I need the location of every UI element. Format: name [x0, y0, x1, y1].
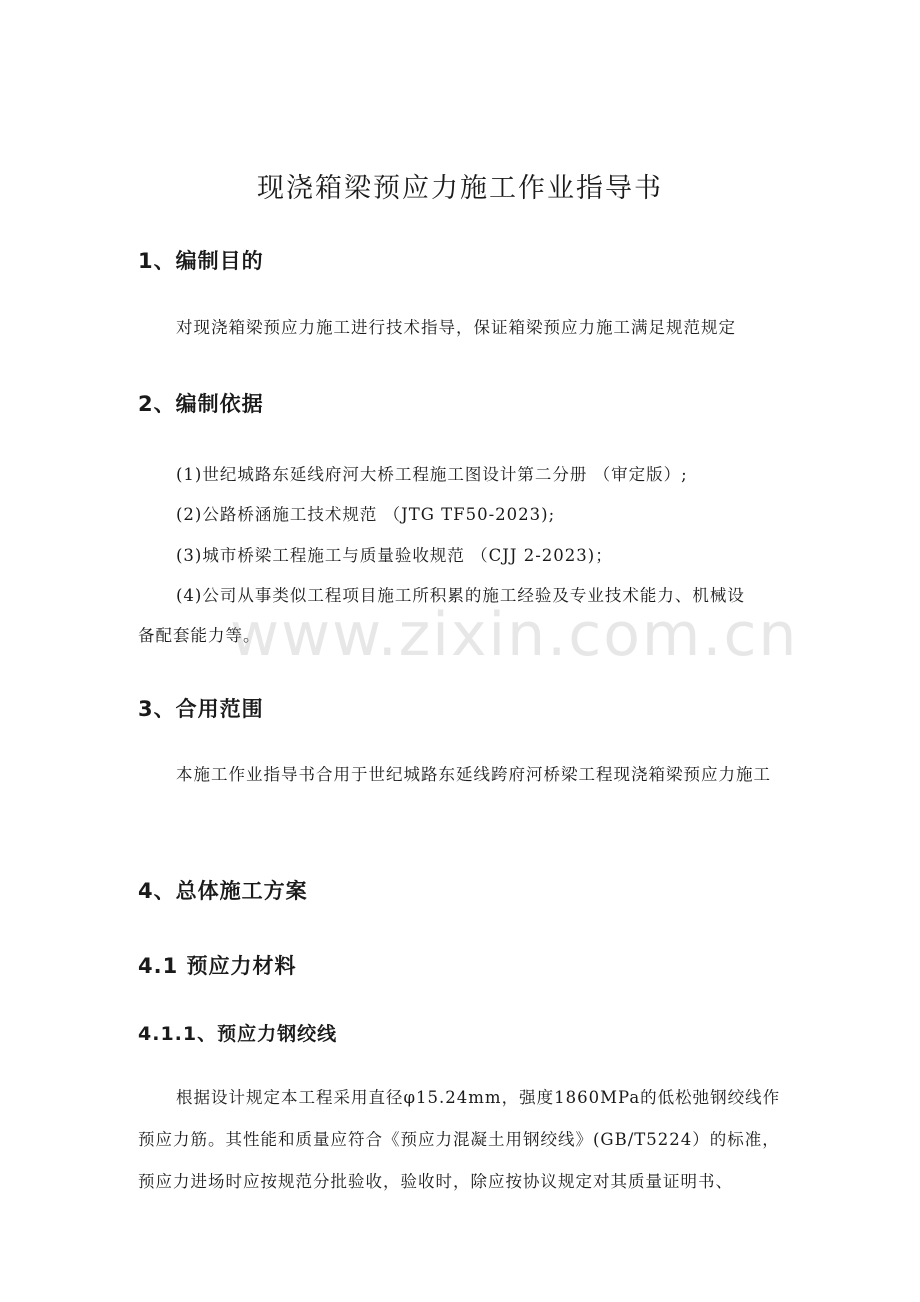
section-4-text: 根据设计规定本工程采用直径φ15.24mm，强度1860MPa的低松弛钢绞线作预应力筋。其性能和质量应符合《预应力混凝土用钢绞线》(GB/T5224）的标准，预应力进场时应按规范分批验收，验收时，除应按协议规定对其质量证明书、	[138, 1088, 781, 1191]
section-3-text: 本施工作业指导书合用于世纪城路东延线跨府河桥梁工程现浇箱梁预应力施工	[176, 765, 771, 784]
reference-item-1: (1)世纪城路东延线府河大桥工程施工图设计第二分册 （审定版）;	[176, 465, 688, 484]
watermark: www.zixin.com.cn	[230, 600, 799, 670]
section-4-1-heading: 4.1 预应力材料	[138, 954, 297, 978]
reference-item-4: (4)公司从事类似工程项目施工所积累的施工经验及专业技术能力、机械设	[176, 586, 745, 605]
section-2-heading: 2、编制依据	[138, 392, 264, 416]
section-1-text: 对现浇箱梁预应力施工进行技术指导，保证箱梁预应力施工满足规范规定	[176, 318, 736, 337]
section-4-1-1-heading: 4.1.1、预应力钢绞线	[138, 1023, 338, 1045]
document-title: 现浇箱梁预应力施工作业指导书	[257, 173, 663, 204]
reference-item-4-continued: 备配套能力等。	[138, 626, 261, 645]
section-1-heading: 1、编制目的	[138, 249, 264, 273]
section-4-heading: 4、总体施工方案	[138, 879, 308, 903]
section-3-heading: 3、合用范围	[138, 697, 264, 721]
reference-item-3: (3)城市桥梁工程施工与质量验收规范 （CJJ 2-2023)；	[176, 546, 613, 565]
reference-item-2: (2)公路桥涵施工技术规范 （JTG TF50-2023);	[176, 505, 556, 524]
